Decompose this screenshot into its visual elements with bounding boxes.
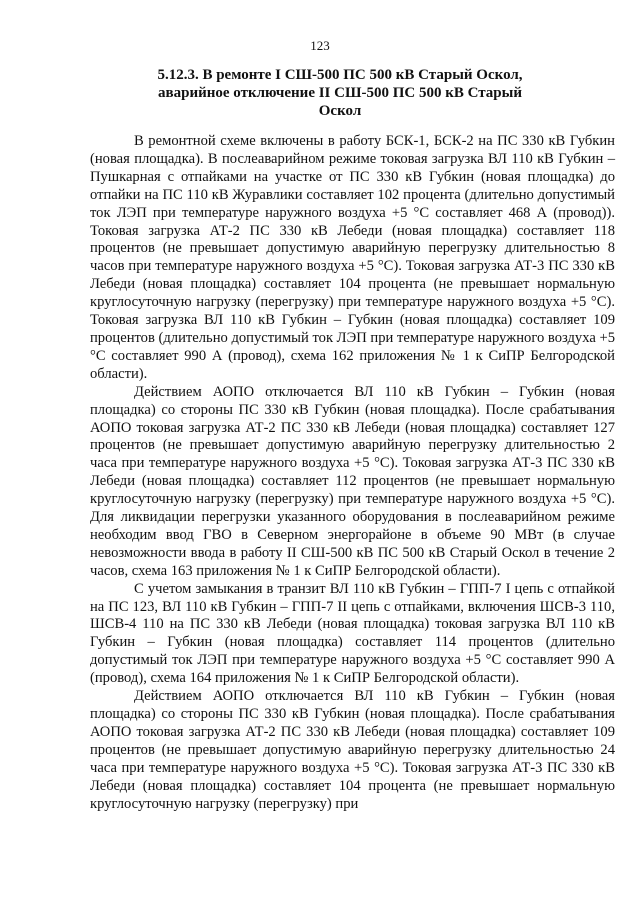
section-heading-line-2: аварийное отключение II СШ-500 ПС 500 кВ Старый [158, 85, 522, 101]
section-heading-line-1: 5.12.3. В ремонте I СШ-500 ПС 500 кВ Старый Оскол, [157, 67, 523, 83]
paragraph-4: Действием АОПО отключается ВЛ 110 кВ Губкин – Губкин (новая площадка) со стороны ПС 330 кВ Губкин (новая площадка). После срабатывания АОПО токовая загрузка АТ-2 ПС 330 кВ Лебеди (новая площадка) составляет 109 процентов (не превышает допустимую аварийную перегрузку длительностью 24 часа при температуре наружного воздуха +5 °С). Токовая загрузка АТ-3 ПС 330 кВ Лебеди (новая площадка) составляет 104 процента (не превышает нормальную круглосуточную нагрузку (перегрузку) при [90, 688, 615, 812]
section-heading-line-3: Оскол [318, 103, 362, 119]
section-heading [90, 66, 590, 120]
body-text [90, 133, 615, 813]
paragraph-3: С учетом замыкания в транзит ВЛ 110 кВ Губкин – ГПП-7 I цепь с отпайкой на ПС 123, ВЛ 110 кВ Губкин – ГПП-7 II цепь с отпайками, включения ШСВ-3 110, ШСВ-4 110 на ПС 330 кВ Лебеди (новая площадка) токовая загрузка ВЛ 110 кВ Губкин – Губкин (новая площадка) составляет 114 процентов (длительно допустимый ток ЛЭП при температуре наружного воздуха +5 °С составляет 990 А (провод), схема 164 приложения № 1 к СиПР Белгородской области). [90, 580, 615, 687]
page-number: 123 [310, 38, 330, 53]
paragraph-2: Действием АОПО отключается ВЛ 110 кВ Губкин – Губкин (новая площадка) со стороны ПС 330 кВ Губкин (новая площадка). После срабатывания АОПО токовая загрузка АТ-2 ПС 330 кВ Лебеди (новая площадка) составляет 127 процентов (не превышает допустимую аварийную перегрузку длительностью 2 часа при температуре наружного воздуха +5 °С). Токовая загрузка АТ-3 ПС 330 кВ Лебеди (новая площадка) составляет 112 процентов (не превышает нормальную круглосуточную нагрузку (перегрузку) при температуре наружного воздуха +5 °С). Для ликвидации перегрузки указанного оборудования в послеаварийном режиме необходим ввод ГВО в Северном энергорайоне в объеме 90 МВт (в случае невозможности ввода в работу II СШ-500 кВ ПС 500 кВ Старый Оскол в течение 2 часов, схема 163 приложения № 1 к СиПР Белгородской области). [90, 383, 615, 579]
paragraph-1: В ремонтной схеме включены в работу БСК-1, БСК-2 на ПС 330 кВ Губкин (новая площадка). В послеаварийном режиме токовая загрузка ВЛ 110 кВ Губкин – Пушкарная с отпайками на участке от ПС 330 кВ Губкин (новая площадка) до отпайки на ПС 110 кВ Журавлики составляет 102 процента (длительно допустимый ток ЛЭП при температуре наружного воздуха +5 °С составляет 468 А (провод)). Токовая загрузка АТ-2 ПС 330 кВ Лебеди (новая площадка) составляет 118 процентов (не превышает допустимую аварийную перегрузку длительностью 8 часов при температуре наружного воздуха +5 °С). Токовая загрузка АТ-3 ПС 330 кВ Лебеди (новая площадка) составляет 104 процента (не превышает нормальную круглосуточную нагрузку (перегрузку) при температуре наружного воздуха +5 °С). Токовая загрузка ВЛ 110 кВ Губкин – Губкин (новая площадка) составляет 109 процентов (длительно допустимый ток ЛЭП при температуре наружного воздуха +5 °С составляет 990 А (провод), схема 162 приложения № 1 к СиПР Белгородской области). [90, 133, 615, 382]
